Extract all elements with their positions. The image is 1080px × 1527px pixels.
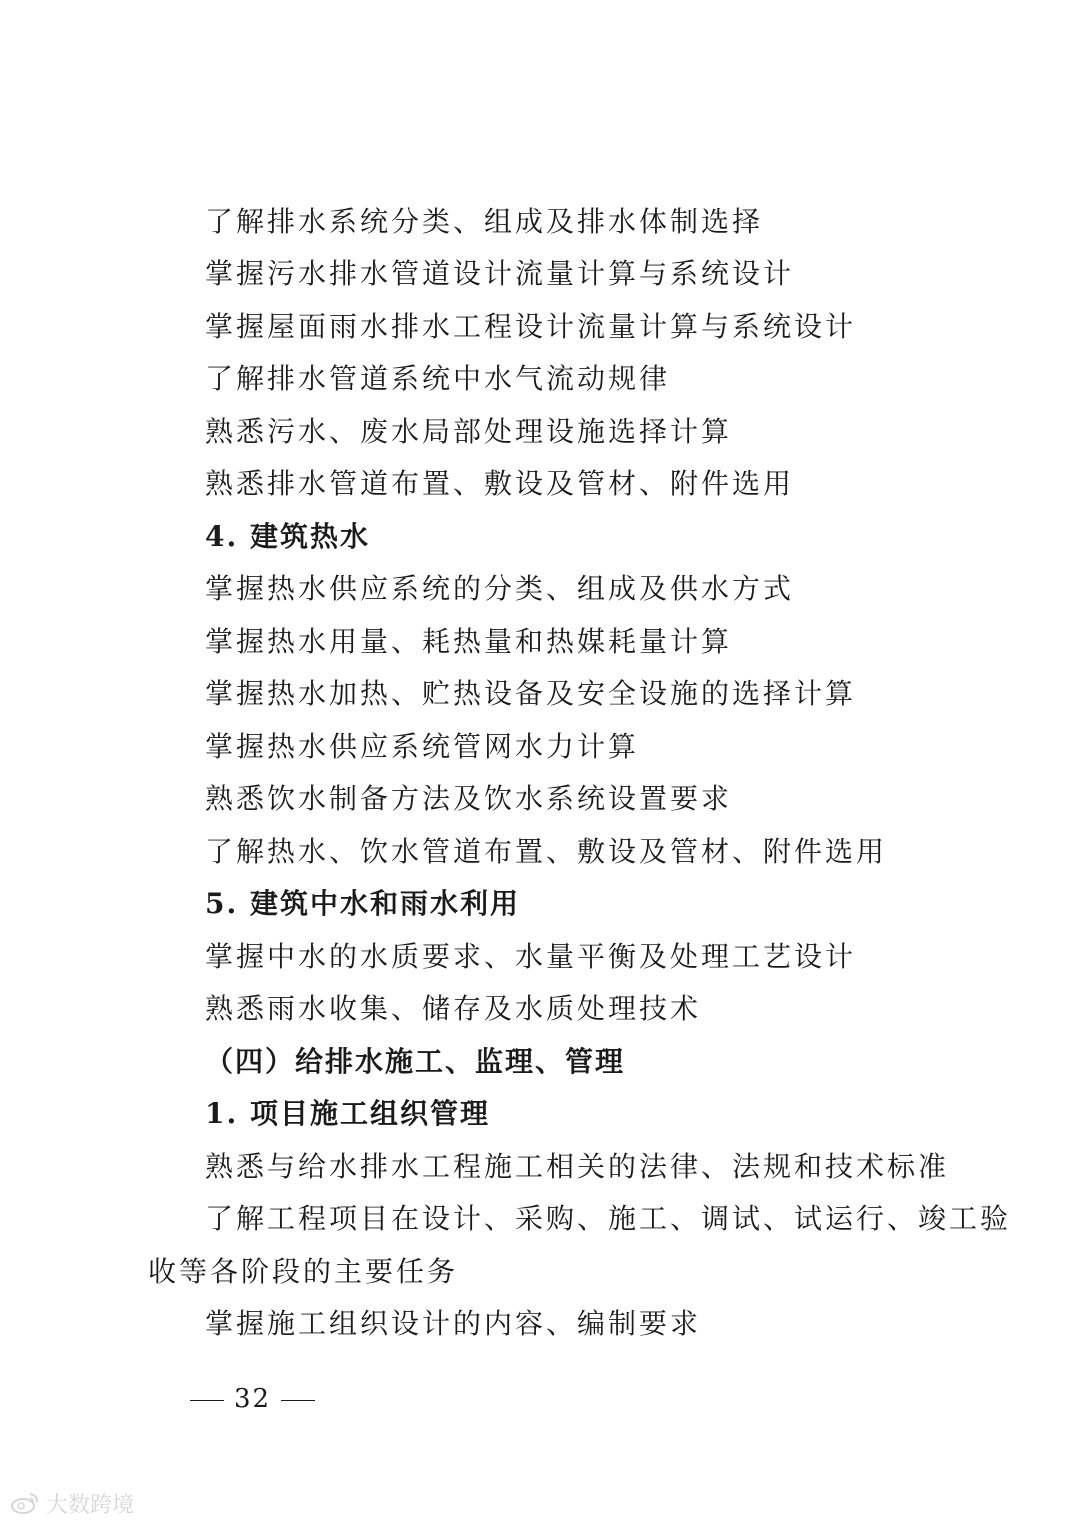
text-line: 掌握施工组织设计的内容、编制要求 [205, 1307, 702, 1340]
section-heading: 4. 建筑热水 [205, 520, 370, 553]
text-line: 了解热水、饮水管道布置、敷设及管材、附件选用 [205, 835, 888, 868]
text-line: 掌握污水排水管道设计流量计算与系统设计 [205, 257, 795, 290]
text-line: 了解排水管道系统中水气流动规律 [205, 362, 671, 395]
text-line: 掌握屋面雨水排水工程设计流量计算与系统设计 [205, 310, 857, 343]
text-line: 熟悉雨水收集、储存及水质处理技术 [205, 992, 702, 1025]
text-line: 掌握热水供应系统管网水力计算 [205, 730, 640, 763]
page-number [180, 1381, 325, 1417]
dash-right [281, 1400, 315, 1401]
text-line: 了解排水系统分类、组成及排水体制选择 [205, 205, 764, 238]
watermark [10, 1488, 134, 1518]
text-line-continuation: 收等各阶段的主要任务 [148, 1255, 459, 1288]
text-line: 了解工程项目在设计、采购、施工、调试、试运行、竣工验 [205, 1202, 1012, 1235]
text-line: 熟悉饮水制备方法及饮水系统设置要求 [205, 782, 733, 815]
section-heading: 1. 项目施工组织管理 [205, 1097, 490, 1130]
dash-left [190, 1400, 224, 1401]
text-line: 熟悉排水管道布置、敷设及管材、附件选用 [205, 467, 795, 500]
text-line: 掌握热水加热、贮热设备及安全设施的选择计算 [205, 677, 857, 710]
page-number-value: 32 [234, 1384, 272, 1414]
text-line: 掌握中水的水质要求、水量平衡及处理工艺设计 [205, 940, 857, 973]
text-line: 熟悉与给水排水工程施工相关的法律、法规和技术标准 [205, 1150, 950, 1183]
text-line: 掌握热水用量、耗热量和热媒耗量计算 [205, 625, 733, 658]
text-line: 掌握热水供应系统的分类、组成及供水方式 [205, 572, 795, 605]
chapter-heading: （四）给排水施工、监理、管理 [205, 1045, 626, 1078]
watermark-text: 大数跨境 [46, 1492, 135, 1518]
weibo-like-logo-icon [10, 1491, 40, 1515]
text-line: 熟悉污水、废水局部处理设施选择计算 [205, 415, 733, 448]
section-heading: 5. 建筑中水和雨水利用 [205, 887, 520, 920]
